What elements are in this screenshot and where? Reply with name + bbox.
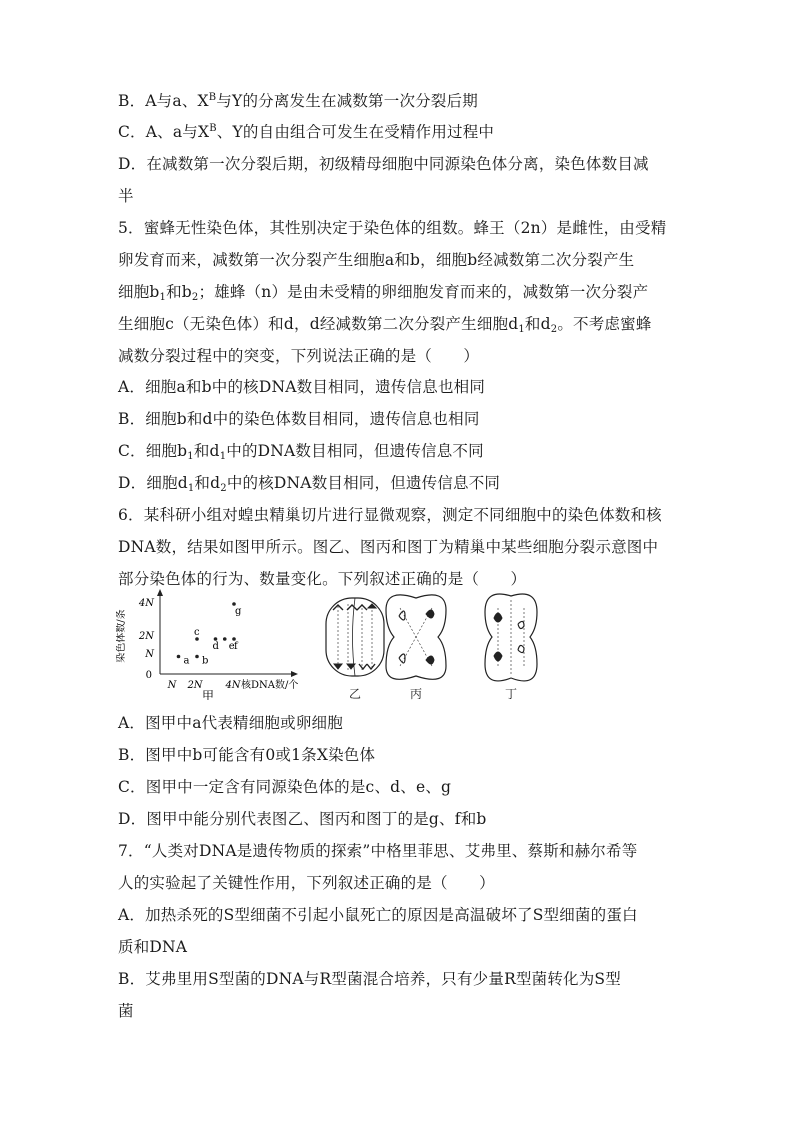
data-point-label-a: a bbox=[183, 655, 190, 667]
graph-xlabel: 核DNA数/个 bbox=[241, 680, 299, 691]
data-point-label-g: g bbox=[235, 606, 242, 617]
q4-option-d-cont: 半 bbox=[118, 187, 134, 205]
q4-option-b: B．A与a、$X^B$与Y的分离发生在减数第一次分裂后期 bbox=[118, 92, 478, 110]
q7-option-b: B．艾弗里用S型菌的DNA与R型菌混合培养，只有少量R型菌转化为S型 bbox=[118, 970, 621, 988]
q4-option-c: C．A、a与$X^B$、Y的自由组合可发生在受精作用过程中 bbox=[118, 123, 495, 141]
data-point-e bbox=[223, 637, 227, 641]
data-point-label-d: d bbox=[212, 641, 219, 652]
q4-option-d: D．在减数第一次分裂后期，初级精母细胞中同源染色体分离，染色体数目减 bbox=[118, 155, 649, 173]
ytick-n: N bbox=[145, 649, 154, 660]
caption-yi: 乙 bbox=[348, 687, 362, 700]
xtick-n: N bbox=[167, 680, 177, 691]
xtick-2n: 2N bbox=[187, 680, 203, 691]
q5-option-c: C．细胞$b_1$和$d_1$中的DNA数目相同，但遗传信息不同 bbox=[118, 442, 484, 462]
figure-group bbox=[116, 588, 556, 700]
data-point-label-c: c bbox=[194, 627, 200, 638]
data-point-label-b: b bbox=[202, 655, 209, 667]
q5-stem-3: 细胞$b_1$和$b_2$；雄蜂（n）是由未受精的卵细胞发育而来的，减数第一次分裂产 bbox=[118, 283, 649, 303]
ytick-4n: 4N bbox=[138, 598, 154, 609]
q5-option-a: A．细胞a和b中的核DNA数目相同，遗传信息也相同 bbox=[118, 378, 486, 396]
cell-ding bbox=[485, 594, 537, 700]
q5-option-d: D．细胞$d_1$和$d_2$中的核DNA数目相同，但遗传信息不同 bbox=[118, 474, 501, 494]
ytick-zero: 0 bbox=[145, 670, 152, 681]
q7-option-a: A．加热杀死的S型细菌不引起小鼠死亡的原因是高温破坏了S型细菌的蛋白 bbox=[118, 906, 638, 924]
caption-jia: 甲 bbox=[201, 689, 215, 700]
q6-option-b: B．图甲中b可能含有0或1条X染色体 bbox=[118, 746, 376, 764]
q6-stem-2: DNA数，结果如图甲所示。图乙、图丙和图丁为精巢中某些细胞分裂示意图中 bbox=[118, 538, 659, 556]
data-point-label-e: e bbox=[228, 641, 235, 652]
data-point-b bbox=[195, 655, 199, 659]
graph-ylabel: 染色体数/条 bbox=[116, 609, 127, 663]
caption-ding: 丁 bbox=[504, 687, 518, 700]
y-axis-arrow bbox=[157, 589, 163, 596]
cell-yi bbox=[326, 598, 384, 700]
data-point-a bbox=[177, 655, 181, 659]
x-axis-arrow bbox=[291, 671, 298, 677]
ytick-2n: 2N bbox=[138, 631, 154, 642]
q5-stem-4: 生细胞c（无染色体）和d，d经减数第二次分裂产生细胞$d_1$和$d_2$。不考虑蜜蜂 bbox=[118, 315, 652, 335]
q5-stem-1: 5．蜜蜂无性染色体，其性别决定于染色体的组数。蜂王（2n）是雌性，由受精 bbox=[118, 219, 667, 237]
xtick-4n: 4N bbox=[225, 680, 241, 691]
cell-bing bbox=[386, 595, 446, 700]
q7-option-a-cont: 质和DNA bbox=[118, 938, 188, 956]
q6-option-a: A．图甲中a代表精细胞或卵细胞 bbox=[118, 714, 343, 732]
q6-stem-1: 6．某科研小组对蝗虫精巢切片进行显微观察，测定不同细胞中的染色体数和核 bbox=[118, 506, 662, 524]
q6-option-d: D．图甲中能分别代表图乙、图丙和图丁的是g、f和b bbox=[118, 810, 487, 828]
q5-option-b: B．细胞b和d中的染色体数目相同，遗传信息也相同 bbox=[118, 410, 480, 428]
q6-stem-3: 部分染色体的行为、数量变化。下列叙述正确的是（ ） bbox=[118, 570, 527, 588]
q5-stem-2: 卵发育而来，减数第一次分裂产生细胞a和b，细胞b经减数第二次分裂产生 bbox=[118, 251, 635, 269]
data-points bbox=[177, 602, 242, 666]
q7-stem-2: 人的实验起了关键性作用，下列叙述正确的是（ ） bbox=[118, 874, 495, 892]
caption-bing: 丙 bbox=[409, 687, 423, 700]
q6-option-c: C．图甲中一定含有同源染色体的是c、d、e、g bbox=[118, 778, 452, 796]
q7-option-b-cont: 菌 bbox=[118, 1002, 134, 1020]
graph-jia bbox=[116, 589, 298, 700]
q7-stem-1: 7．“人类对DNA是遗传物质的探索”中格里菲思、艾弗里、蔡斯和赫尔希等 bbox=[118, 842, 638, 860]
q5-stem-5: 减数分裂过程中的突变，下列说法正确的是（ ） bbox=[118, 347, 480, 365]
data-point-label-f: f bbox=[234, 641, 238, 652]
